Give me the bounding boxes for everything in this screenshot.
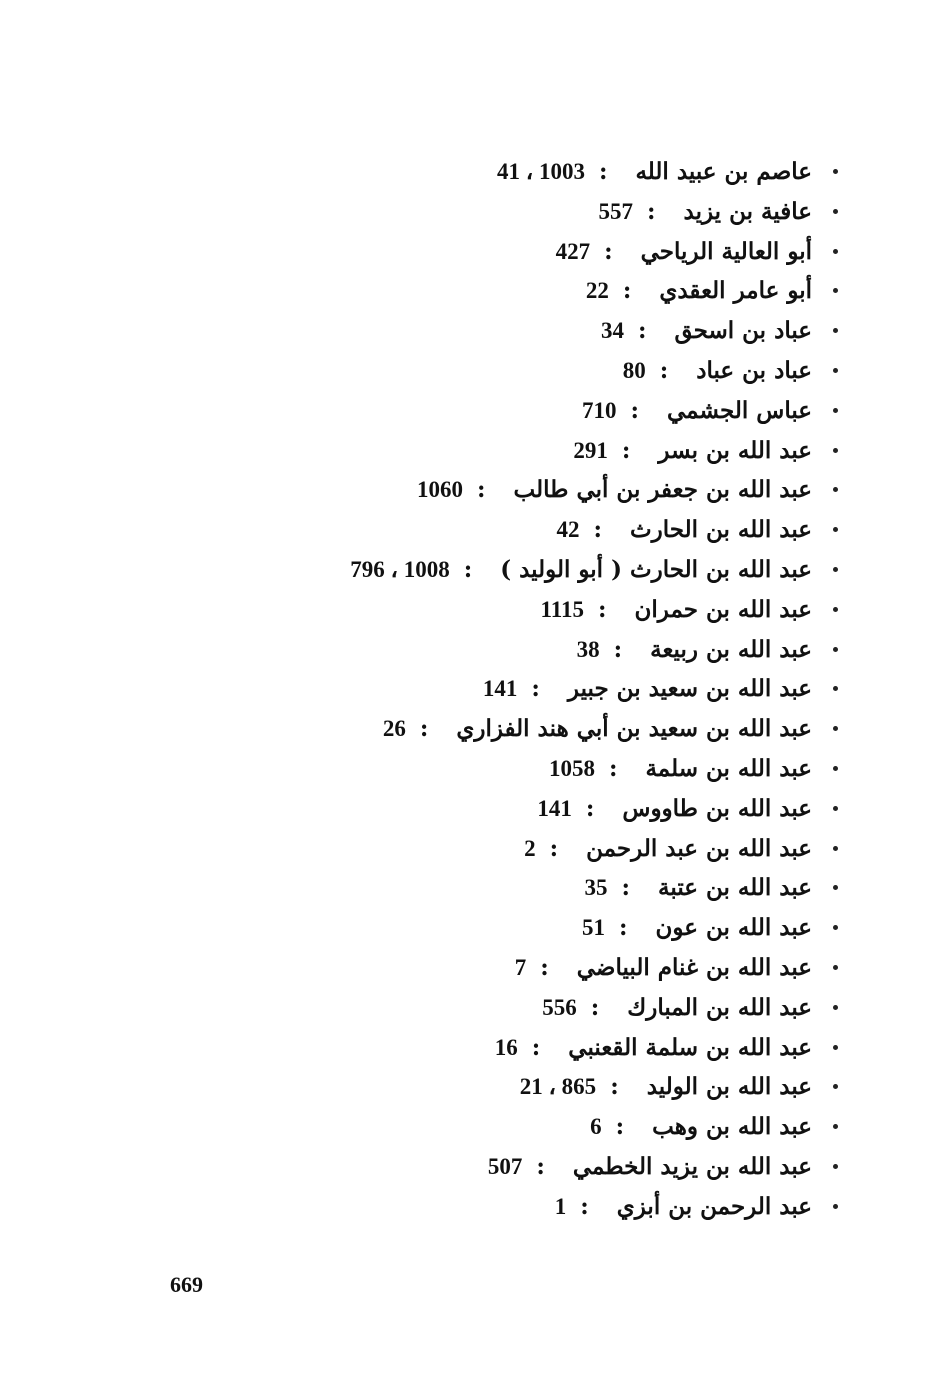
narrator-name: عبد الله بن وهب: [652, 1113, 812, 1141]
index-entry: [200, 152, 840, 192]
bullet-icon: [833, 1084, 838, 1089]
bullet-icon: [833, 925, 838, 930]
hadith-reference-numbers: 42: [556, 517, 580, 543]
separator-colon: :: [536, 1152, 545, 1180]
bullet-icon: [833, 846, 838, 851]
bullet-icon: [833, 607, 838, 612]
index-entry: [200, 271, 840, 311]
separator-colon: :: [613, 635, 623, 663]
narrator-name: عبد الله بن ربيعة: [650, 635, 812, 663]
separator-colon: :: [621, 874, 631, 902]
hadith-reference-numbers: 34: [600, 318, 624, 344]
narrator-name: عبد الرحمن بن أبزي: [616, 1192, 812, 1220]
index-entry: [200, 669, 840, 709]
narrator-name: عبد الله بن الحارث ( أبو الوليد ): [500, 555, 812, 583]
hadith-reference-numbers: 21 ، 865: [519, 1074, 597, 1100]
separator-colon: :: [630, 396, 639, 424]
narrator-name: عبد الله بن سعيد بن جبير: [567, 675, 812, 703]
separator-colon: :: [604, 237, 613, 265]
page-number: 669: [170, 1272, 203, 1297]
narrator-name: عباد بن اسحق: [674, 317, 812, 345]
narrator-name: أبو العالية الرياحي: [640, 237, 812, 265]
narrator-name: عبد الله بن عبد الرحمن: [586, 834, 812, 862]
index-entry: [200, 868, 840, 908]
hadith-reference-numbers: 796 ، 1008: [350, 556, 450, 582]
separator-colon: :: [598, 158, 608, 185]
index-entry: [200, 1187, 840, 1227]
hadith-reference-numbers: 80: [622, 357, 646, 383]
narrator-name: عبد الله بن جعفر بن أبي طالب: [513, 476, 812, 504]
narrator-name: عبد الله بن الحارث: [629, 516, 812, 544]
index-entry: [200, 590, 840, 630]
index-entry: [200, 630, 840, 670]
narrator-name: عبد الله بن بسر: [658, 436, 812, 464]
separator-colon: :: [531, 675, 540, 703]
bullet-icon: [833, 1204, 838, 1209]
narrator-name: عبد الله بن غنام البياضي: [576, 953, 812, 981]
separator-colon: :: [610, 1073, 619, 1101]
hadith-reference-numbers: 710: [582, 397, 617, 423]
separator-colon: :: [598, 595, 607, 623]
separator-colon: :: [531, 1033, 541, 1061]
bullet-icon: [833, 567, 838, 572]
bullet-icon: [833, 169, 838, 174]
separator-colon: :: [590, 993, 600, 1021]
index-entry: [200, 470, 840, 510]
hadith-reference-numbers: 291: [573, 437, 608, 463]
bullet-icon: [833, 1045, 838, 1050]
index-entry: [200, 988, 840, 1028]
hadith-reference-numbers: 1060: [417, 477, 464, 503]
index-entry: [200, 709, 840, 749]
index-entry: [200, 908, 840, 948]
bullet-icon: [833, 368, 838, 373]
narrator-name: عباد بن عباد: [696, 356, 812, 384]
bullet-icon: [833, 288, 838, 293]
index-entry: [200, 1107, 840, 1147]
narrator-name: عبد الله بن عون: [655, 914, 812, 942]
hadith-reference-numbers: 556: [542, 994, 577, 1020]
separator-colon: :: [549, 834, 559, 862]
bullet-icon: [833, 209, 838, 214]
hadith-reference-numbers: 1: [554, 1193, 567, 1219]
hadith-reference-numbers: 141: [482, 676, 518, 702]
index-entry: [200, 431, 840, 471]
hadith-reference-numbers: 51: [581, 915, 605, 941]
bullet-icon: [833, 806, 838, 811]
hadith-reference-numbers: 557: [598, 198, 633, 224]
narrator-name: عبد الله بن سلمة: [645, 754, 812, 782]
narrator-name: عبد الله بن طاووس: [622, 794, 812, 822]
separator-colon: :: [659, 356, 669, 384]
bullet-icon: [833, 328, 838, 333]
separator-colon: :: [585, 794, 595, 822]
narrator-name: عافية بن يزيد: [683, 197, 812, 225]
narrator-name: عبد الله بن يزيد الخطمي: [572, 1152, 812, 1180]
hadith-reference-numbers: 7: [514, 954, 527, 980]
narrator-name: عبد الله بن حمران: [634, 595, 812, 623]
hadith-reference-numbers: 22: [585, 278, 609, 304]
bullet-icon: [833, 686, 838, 691]
separator-colon: :: [647, 197, 656, 225]
narrator-name: عبد الله بن سلمة القعنبي: [568, 1033, 812, 1061]
index-entry: [200, 749, 840, 789]
hadith-reference-numbers: 1115: [540, 596, 584, 622]
index-entry: [200, 1028, 840, 1068]
hadith-reference-numbers: 41 ، 1003: [497, 159, 585, 184]
narrator-name: عبد الله بن الوليد: [646, 1073, 812, 1101]
index-entry: [200, 948, 840, 988]
narrator-index-list: [200, 152, 840, 1227]
hadith-reference-numbers: 507: [487, 1153, 523, 1179]
bullet-icon: [833, 487, 838, 492]
hadith-reference-numbers: 35: [584, 875, 608, 901]
narrator-name: عبد الله بن المبارك: [627, 993, 812, 1021]
separator-colon: :: [540, 953, 549, 981]
bullet-icon: [833, 448, 838, 453]
hadith-reference-numbers: 26: [382, 716, 406, 742]
hadith-reference-numbers: 141: [537, 795, 572, 821]
bullet-icon: [833, 527, 838, 532]
separator-colon: :: [463, 555, 473, 583]
index-entry: [200, 550, 840, 590]
separator-colon: :: [622, 277, 632, 305]
bullet-icon: [833, 408, 838, 413]
index-entry: [200, 789, 840, 829]
bullet-icon: [833, 1005, 838, 1010]
bullet-icon: [833, 1164, 838, 1169]
separator-colon: :: [419, 715, 429, 743]
separator-colon: :: [618, 914, 628, 942]
bullet-icon: [833, 647, 838, 652]
separator-colon: :: [580, 1192, 589, 1220]
narrator-name: عبد الله بن سعيد بن أبي هند الفزاري: [456, 715, 812, 743]
separator-colon: :: [615, 1113, 625, 1141]
index-entry: [200, 232, 840, 272]
hadith-reference-numbers: 2: [524, 835, 536, 861]
bullet-icon: [833, 885, 838, 890]
narrator-name: أبو عامر العقدي: [659, 277, 812, 305]
separator-colon: :: [608, 754, 618, 782]
index-entry: [200, 391, 840, 431]
index-entry: [200, 1147, 840, 1187]
index-entry: [200, 829, 840, 869]
index-entry: [200, 1067, 840, 1107]
narrator-name: عبد الله بن عتبة: [658, 874, 812, 902]
separator-colon: :: [637, 317, 647, 345]
bullet-icon: [833, 1124, 838, 1129]
bullet-icon: [833, 726, 838, 731]
separator-colon: :: [593, 516, 602, 544]
separator-colon: :: [477, 476, 486, 504]
hadith-reference-numbers: 16: [494, 1034, 518, 1060]
bullet-icon: [833, 249, 838, 254]
narrator-name: عاصم بن عبيد الله: [635, 158, 812, 185]
narrator-name: عباس الجشمي: [667, 396, 812, 424]
hadith-reference-numbers: 427: [555, 238, 591, 264]
hadith-reference-numbers: 6: [590, 1114, 602, 1140]
index-entry: [200, 351, 840, 391]
index-entry: [200, 510, 840, 550]
bullet-icon: [833, 965, 838, 970]
hadith-reference-numbers: 1058: [548, 755, 595, 781]
index-entry: [200, 311, 840, 351]
index-entry: [200, 192, 840, 232]
separator-colon: :: [621, 436, 631, 464]
hadith-reference-numbers: 38: [576, 636, 600, 662]
bullet-icon: [833, 766, 838, 771]
